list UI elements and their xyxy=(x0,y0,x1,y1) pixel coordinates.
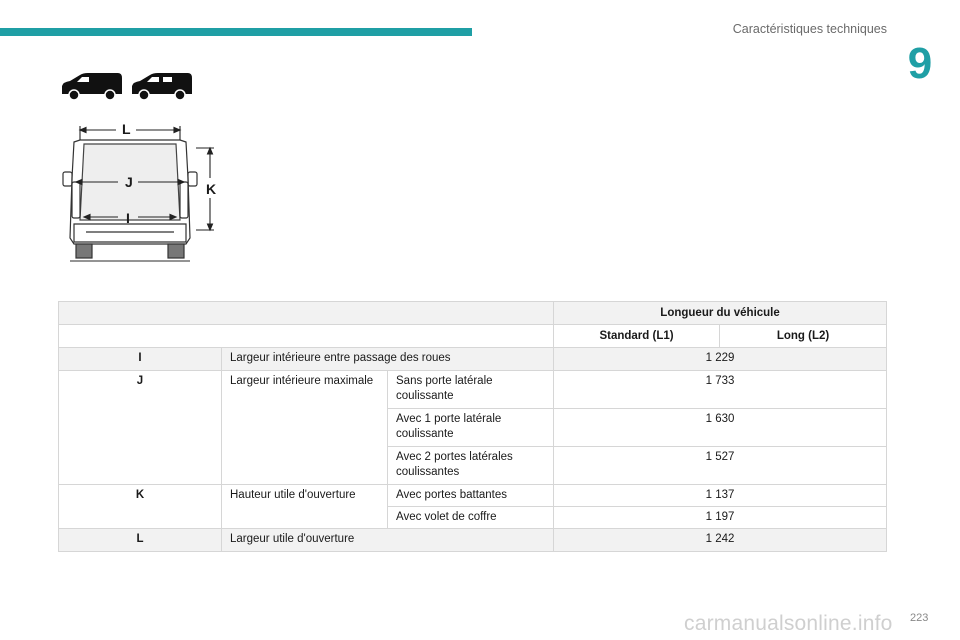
standard-l1-header: Standard (L1) xyxy=(554,325,720,348)
header-accent-bar xyxy=(0,28,472,36)
table-row xyxy=(59,529,887,552)
table-subheader-row xyxy=(59,325,887,348)
dimension-description: Largeur intérieure entre passage des roues xyxy=(222,348,554,371)
dimension-value: 1 527 xyxy=(554,447,887,485)
table-row xyxy=(59,485,887,507)
table-header-empty xyxy=(59,302,554,325)
dimension-value: 1 229 xyxy=(554,348,887,371)
chapter-number: 9 xyxy=(907,39,933,88)
section-title: Caractéristiques techniques xyxy=(732,22,887,36)
table-row xyxy=(59,348,887,371)
dimension-label-J: J xyxy=(125,174,133,190)
dimension-condition: Avec 2 portes latérales coulissantes xyxy=(388,447,554,485)
dimension-code: L xyxy=(59,529,222,552)
dimension-code: I xyxy=(59,348,222,371)
dimension-description: Hauteur utile d'ouverture xyxy=(222,485,388,529)
dimension-description: Largeur utile d'ouverture xyxy=(222,529,554,552)
dimension-condition: Avec volet de coffre xyxy=(388,507,554,529)
dimension-value: 1 733 xyxy=(554,371,887,409)
table-header-row xyxy=(59,302,887,325)
table-subheader-empty xyxy=(59,325,554,348)
vehicle-length-header: Longueur du véhicule xyxy=(554,302,887,325)
dimension-condition: Avec portes battantes xyxy=(388,485,554,507)
dimension-code: J xyxy=(59,371,222,485)
vehicle-type-icons xyxy=(60,70,194,104)
table-row xyxy=(59,371,887,409)
dimension-value: 1 630 xyxy=(554,409,887,447)
dimensions-table xyxy=(58,301,887,552)
dimension-value: 1 242 xyxy=(554,529,887,552)
dimension-label-K: K xyxy=(206,181,217,197)
dimension-label-I: I xyxy=(126,210,130,226)
van-with-side-window-icon xyxy=(132,73,192,100)
rear-opening-diagram xyxy=(56,118,226,268)
dimension-condition: Sans porte latérale coulissante xyxy=(388,371,554,409)
van-icon xyxy=(62,73,122,100)
watermark: carmanualsonline.info xyxy=(684,612,893,635)
dimension-condition: Avec 1 porte latérale coulissante xyxy=(388,409,554,447)
dimension-label-L: L xyxy=(122,121,131,137)
dimension-code: K xyxy=(59,485,222,529)
long-l2-header: Long (L2) xyxy=(720,325,887,348)
dimension-value: 1 197 xyxy=(554,507,887,529)
dimension-description: Largeur intérieure maximale xyxy=(222,371,388,485)
dimension-value: 1 137 xyxy=(554,485,887,507)
page-number: 223 xyxy=(910,612,929,624)
